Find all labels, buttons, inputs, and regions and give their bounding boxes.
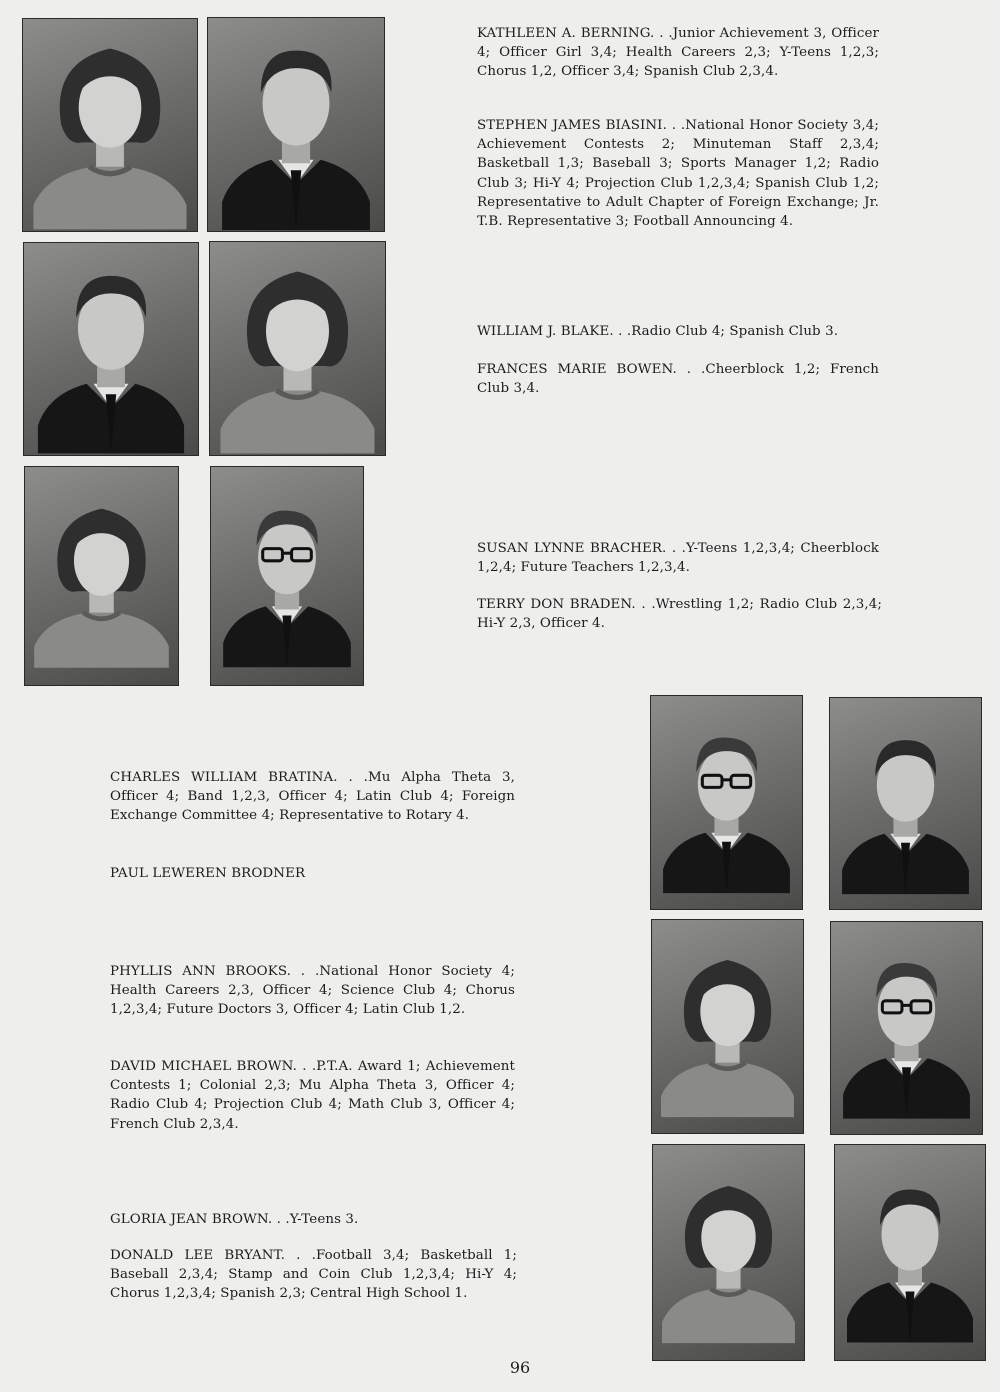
portrait-david-brown [830, 921, 983, 1135]
portrait-silhouette [831, 922, 982, 1134]
portrait-silhouette [830, 698, 981, 909]
page-number: 96 [509, 1358, 531, 1377]
entry-kathleen-berning: KATHLEEN A. BERNING. . .Junior Achievement 3, Officer 4; Officer Girl 3,4; Health Careers 2,3; Y-Teens 1,2,3; Chorus 1,2, Officer 3,4; Spanish Club 2,3,4. [477, 26, 879, 80]
portrait-stephen-biasini [207, 17, 385, 232]
entry-susan-bracher: SUSAN LYNNE BRACHER. . .Y-Teens 1,2,3,4; Cheerblock 1,2,4; Future Teachers 1,2,3,4. [477, 541, 880, 576]
entry-charles-bratina: CHARLES WILLIAM BRATINA. . .Mu Alpha Theta 3, Officer 4; Band 1,2,3, Officer 4; Latin Club 4; Foreign Exchange Committee 4; Representative to Rotary 4. [110, 770, 515, 824]
portrait-terry-braden [210, 466, 364, 686]
entry-name: STEPHEN JAMES BIASINI [477, 118, 663, 133]
entry-stephen-biasini: STEPHEN JAMES BIASINI. . .National Honor Society 3,4; Achievement Contests 2; Minuteman Staff 2,3,4; Basketball 1,3; Baseball 3; Sports Manager 1,2; Radio Club 3; Hi-Y 4; Projection Club 1,2,3,4; Spanish Club 1,2; Representative to Adult Chapter of Foreign Exchange; Jr. T.B. Representative 3; Football Announcing 4. [477, 118, 879, 230]
entry-name: PHYLLIS ANN BROOKS [110, 964, 287, 979]
entry-activities: Y-Teens 3. [289, 1212, 359, 1227]
portrait-silhouette [835, 1145, 985, 1360]
entry-activities: Cheerblock 1,2; French Club 3,4. [477, 362, 879, 397]
entry-name: GLORIA JEAN BROWN [110, 1212, 268, 1227]
entry-name: DAVID MICHAEL BROWN [110, 1059, 293, 1074]
portrait-silhouette [651, 696, 802, 909]
portrait-donald-bryant [834, 1144, 986, 1361]
entry-gloria-brown: GLORIA JEAN BROWN. . .Y-Teens 3. [110, 1212, 359, 1227]
entry-frances-bowen: FRANCES MARIE BOWEN. . .Cheerblock 1,2; French Club 3,4. [477, 362, 879, 397]
entry-name: PAUL LEWEREN BRODNER [110, 866, 306, 881]
portrait-frances-bowen [209, 241, 386, 456]
entry-name: SUSAN LYNNE BRACHER [477, 541, 663, 556]
entry-activities: P.T.A. Award 1; Achievement Contests 1; Colonial 2,3; Mu Alpha Theta 3, Officer 4; Radio Club 4; Projection Club 4; Math Club 3, Officer 4; French Club 2,3,4. [110, 1059, 515, 1132]
entry-activities: Radio Club 4; Spanish Club 3. [631, 324, 839, 339]
entry-activities: Mu Alpha Theta 3, Officer 4; Band 1,2,3, Officer 4; Latin Club 4; Foreign Exchange Committee 4; Representative to Rotary 4. [110, 770, 515, 824]
entry-name: CHARLES WILLIAM BRATINA [110, 770, 334, 785]
entry-activities: Y-Teens 1,2,3,4; Cheerblock 1,2,4; Future Teachers 1,2,3,4. [477, 541, 880, 576]
portrait-silhouette [652, 920, 803, 1133]
portrait-silhouette [24, 243, 198, 455]
portrait-charles-bratina [650, 695, 803, 910]
entry-activities: National Honor Society 3,4; Achievement Contests 2; Minuteman Staff 2,3,4; Basketball 1,3; Baseball 3; Sports Manager 1,2; Radio Club 3; Hi-Y 4; Projection Club 1,2,3,4; Spanish Club 1,2; Representative to Adult Chapter of Foreign Exchange; Jr. T.B. Representative 3; Football Announcing 4. [477, 118, 879, 230]
portrait-silhouette [25, 467, 178, 685]
portrait-kathleen-berning [22, 18, 198, 232]
portrait-susan-bracher [24, 466, 179, 686]
portrait-gloria-brown [652, 1144, 805, 1361]
portrait-paul-brodner [829, 697, 982, 910]
entry-terry-braden: TERRY DON BRADEN. . .Wrestling 1,2; Radio Club 2,3,4; Hi-Y 2,3, Officer 4. [477, 597, 882, 632]
portrait-silhouette [211, 467, 363, 685]
portrait-silhouette [208, 18, 384, 231]
entry-activities: Junior Achievement 3, Officer 4; Officer Girl 3,4; Health Careers 2,3; Y-Teens 1,2,3; Chorus 1,2, Officer 3,4; Spanish Club 2,3,4. [477, 26, 879, 80]
entry-name: DONALD LEE BRYANT [110, 1248, 281, 1263]
portrait-silhouette [653, 1145, 804, 1360]
entry-name: WILLIAM J. BLAKE [477, 324, 610, 339]
entry-william-blake: WILLIAM J. BLAKE. . .Radio Club 4; Spanish Club 3. [477, 324, 839, 339]
entry-activities: Wrestling 1,2; Radio Club 2,3,4; Hi-Y 2,3, Officer 4. [477, 597, 882, 632]
portrait-silhouette [210, 242, 385, 455]
entry-paul-brodner [110, 864, 515, 883]
entry-donald-bryant: DONALD LEE BRYANT. . .Football 3,4; Basketball 1; Baseball 2,3,4; Stamp and Coin Club 1,2,3,4; Hi-Y 4; Chorus 1,2,3,4; Spanish 2,3; Central High School 1. [110, 1248, 517, 1302]
entry-david-brown: DAVID MICHAEL BROWN. . .P.T.A. Award 1; Achievement Contests 1; Colonial 2,3; Mu Alpha Theta 3, Officer 4; Radio Club 4; Projection Club 4; Math Club 3, Officer 4; French Club 2,3,4. [110, 1059, 515, 1132]
entry-name: FRANCES MARIE BOWEN [477, 362, 673, 377]
entry-name: TERRY DON BRADEN [477, 597, 632, 612]
entry-activities: National Honor Society 4; Health Careers 2,3, Officer 4; Science Club 4; Chorus 1,2,3,4; Future Doctors 3, Officer 4; Latin Club 1,2. [110, 964, 515, 1018]
entry-activities: Football 3,4; Basketball 1; Baseball 2,3,4; Stamp and Coin Club 1,2,3,4; Hi-Y 4; Chorus 1,2,3,4; Spanish 2,3; Central High School 1. [110, 1248, 517, 1302]
entry-name: KATHLEEN A. BERNING [477, 26, 651, 41]
entry-phyllis-brooks: PHYLLIS ANN BROOKS. . .National Honor Society 4; Health Careers 2,3, Officer 4; Science Club 4; Chorus 1,2,3,4; Future Doctors 3, Officer 4; Latin Club 1,2. [110, 964, 515, 1018]
portrait-silhouette [23, 19, 197, 231]
portrait-phyllis-brooks [651, 919, 804, 1134]
portrait-william-blake [23, 242, 199, 456]
